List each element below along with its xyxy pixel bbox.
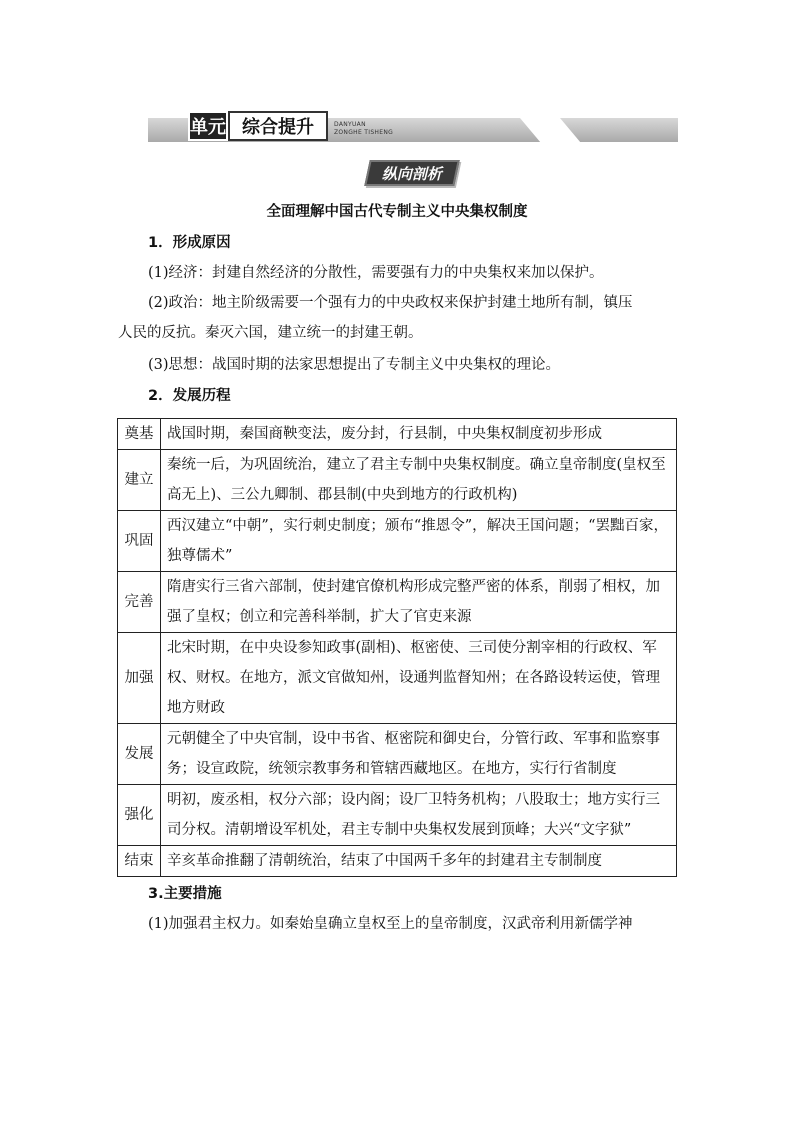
stage-cell: 发展 [118,724,161,785]
table-row [118,572,677,633]
page-title: 全面理解中国古代专制主义中央集权制度 [266,204,528,220]
table-row [118,450,677,511]
desc-cell: 北宋时期，在中央设参知政事(副相)、枢密使、三司使分割宰相的行政权、军权、财权。在地方，派文官做知州，设通判监督知州；在各路设转运使，管理地方财政 [161,633,677,724]
table-row [118,846,677,877]
stage-cell: 结束 [118,846,161,877]
section3-heading: 3.主要措施 [148,886,222,902]
banner-pinyin-line2: ZONGHE TISHENG [334,129,394,136]
section1-heading: 1．形成原因 [148,235,231,251]
section-badge-label: 纵向剖析 [381,164,442,183]
history-table [117,418,677,877]
desc-cell: 元朝健全了中央官制，设中书省、枢密院和御史台，分管行政、军事和监察事务；设宣政院，统领宗教事务和管辖西藏地区。在地方，实行行省制度 [161,724,677,785]
stage-cell: 强化 [118,785,161,846]
section3-item: (1)加强君主权力。如秦始皇确立皇权至上的皇帝制度，汉武帝利用新儒学神 [148,916,633,932]
desc-cell: 明初，废丞相，权分六部；设内阁；设厂卫特务机构；八股取士；地方实行三司分权。清朝增设军机处，君主专制中央集权发展到顶峰；大兴“文字狱” [161,785,677,846]
stage-cell: 建立 [118,450,161,511]
section2-heading: 2．发展历程 [148,388,231,404]
section1-item: (1)经济：封建自然经济的分散性，需要强有力的中央集权来加以保护。 [148,265,604,281]
desc-cell: 战国时期，秦国商鞅变法，废分封，行县制，中央集权制度初步形成 [161,419,677,450]
stage-cell: 巩固 [118,511,161,572]
banner-unit-label: 单元 [188,111,228,141]
desc-cell: 辛亥革命推翻了清朝统治，结束了中国两千多年的封建君主专制制度 [161,846,677,877]
unit-banner [148,118,678,142]
table-row [118,511,677,572]
table-row [118,633,677,724]
banner-pinyin-line1: DANYUAN [334,121,366,128]
desc-cell: 秦统一后，为巩固统治，建立了君主专制中央集权制度。确立皇帝制度(皇权至高无上)、三公九卿制、郡县制(中央到地方的行政机构) [161,450,677,511]
table-row [118,724,677,785]
banner-pinyin [334,121,393,137]
table-row [118,785,677,846]
table-row [118,419,677,450]
section-badge [364,160,460,186]
stage-cell: 奠基 [118,419,161,450]
desc-cell: 西汉建立“中朝”，实行刺史制度；颁布“推恩令”，解决王国问题；“罢黜百家，独尊儒术” [161,511,677,572]
section1-item: (3)思想：战国时期的法家思想提出了专制主义中央集权的理论。 [148,357,561,373]
banner-review-label: 综合提升 [228,111,328,141]
section1-item-cont: 人民的反抗。秦灭六国，建立统一的封建王朝。 [118,325,423,341]
section1-item: (2)政治：地主阶级需要一个强有力的中央政权来保护封建土地所有制，镇压 [148,295,633,311]
stage-cell: 完善 [118,572,161,633]
stage-cell: 加强 [118,633,161,724]
desc-cell: 隋唐实行三省六部制，使封建官僚机构形成完整严密的体系，削弱了相权，加强了皇权；创立和完善科举制，扩大了官吏来源 [161,572,677,633]
